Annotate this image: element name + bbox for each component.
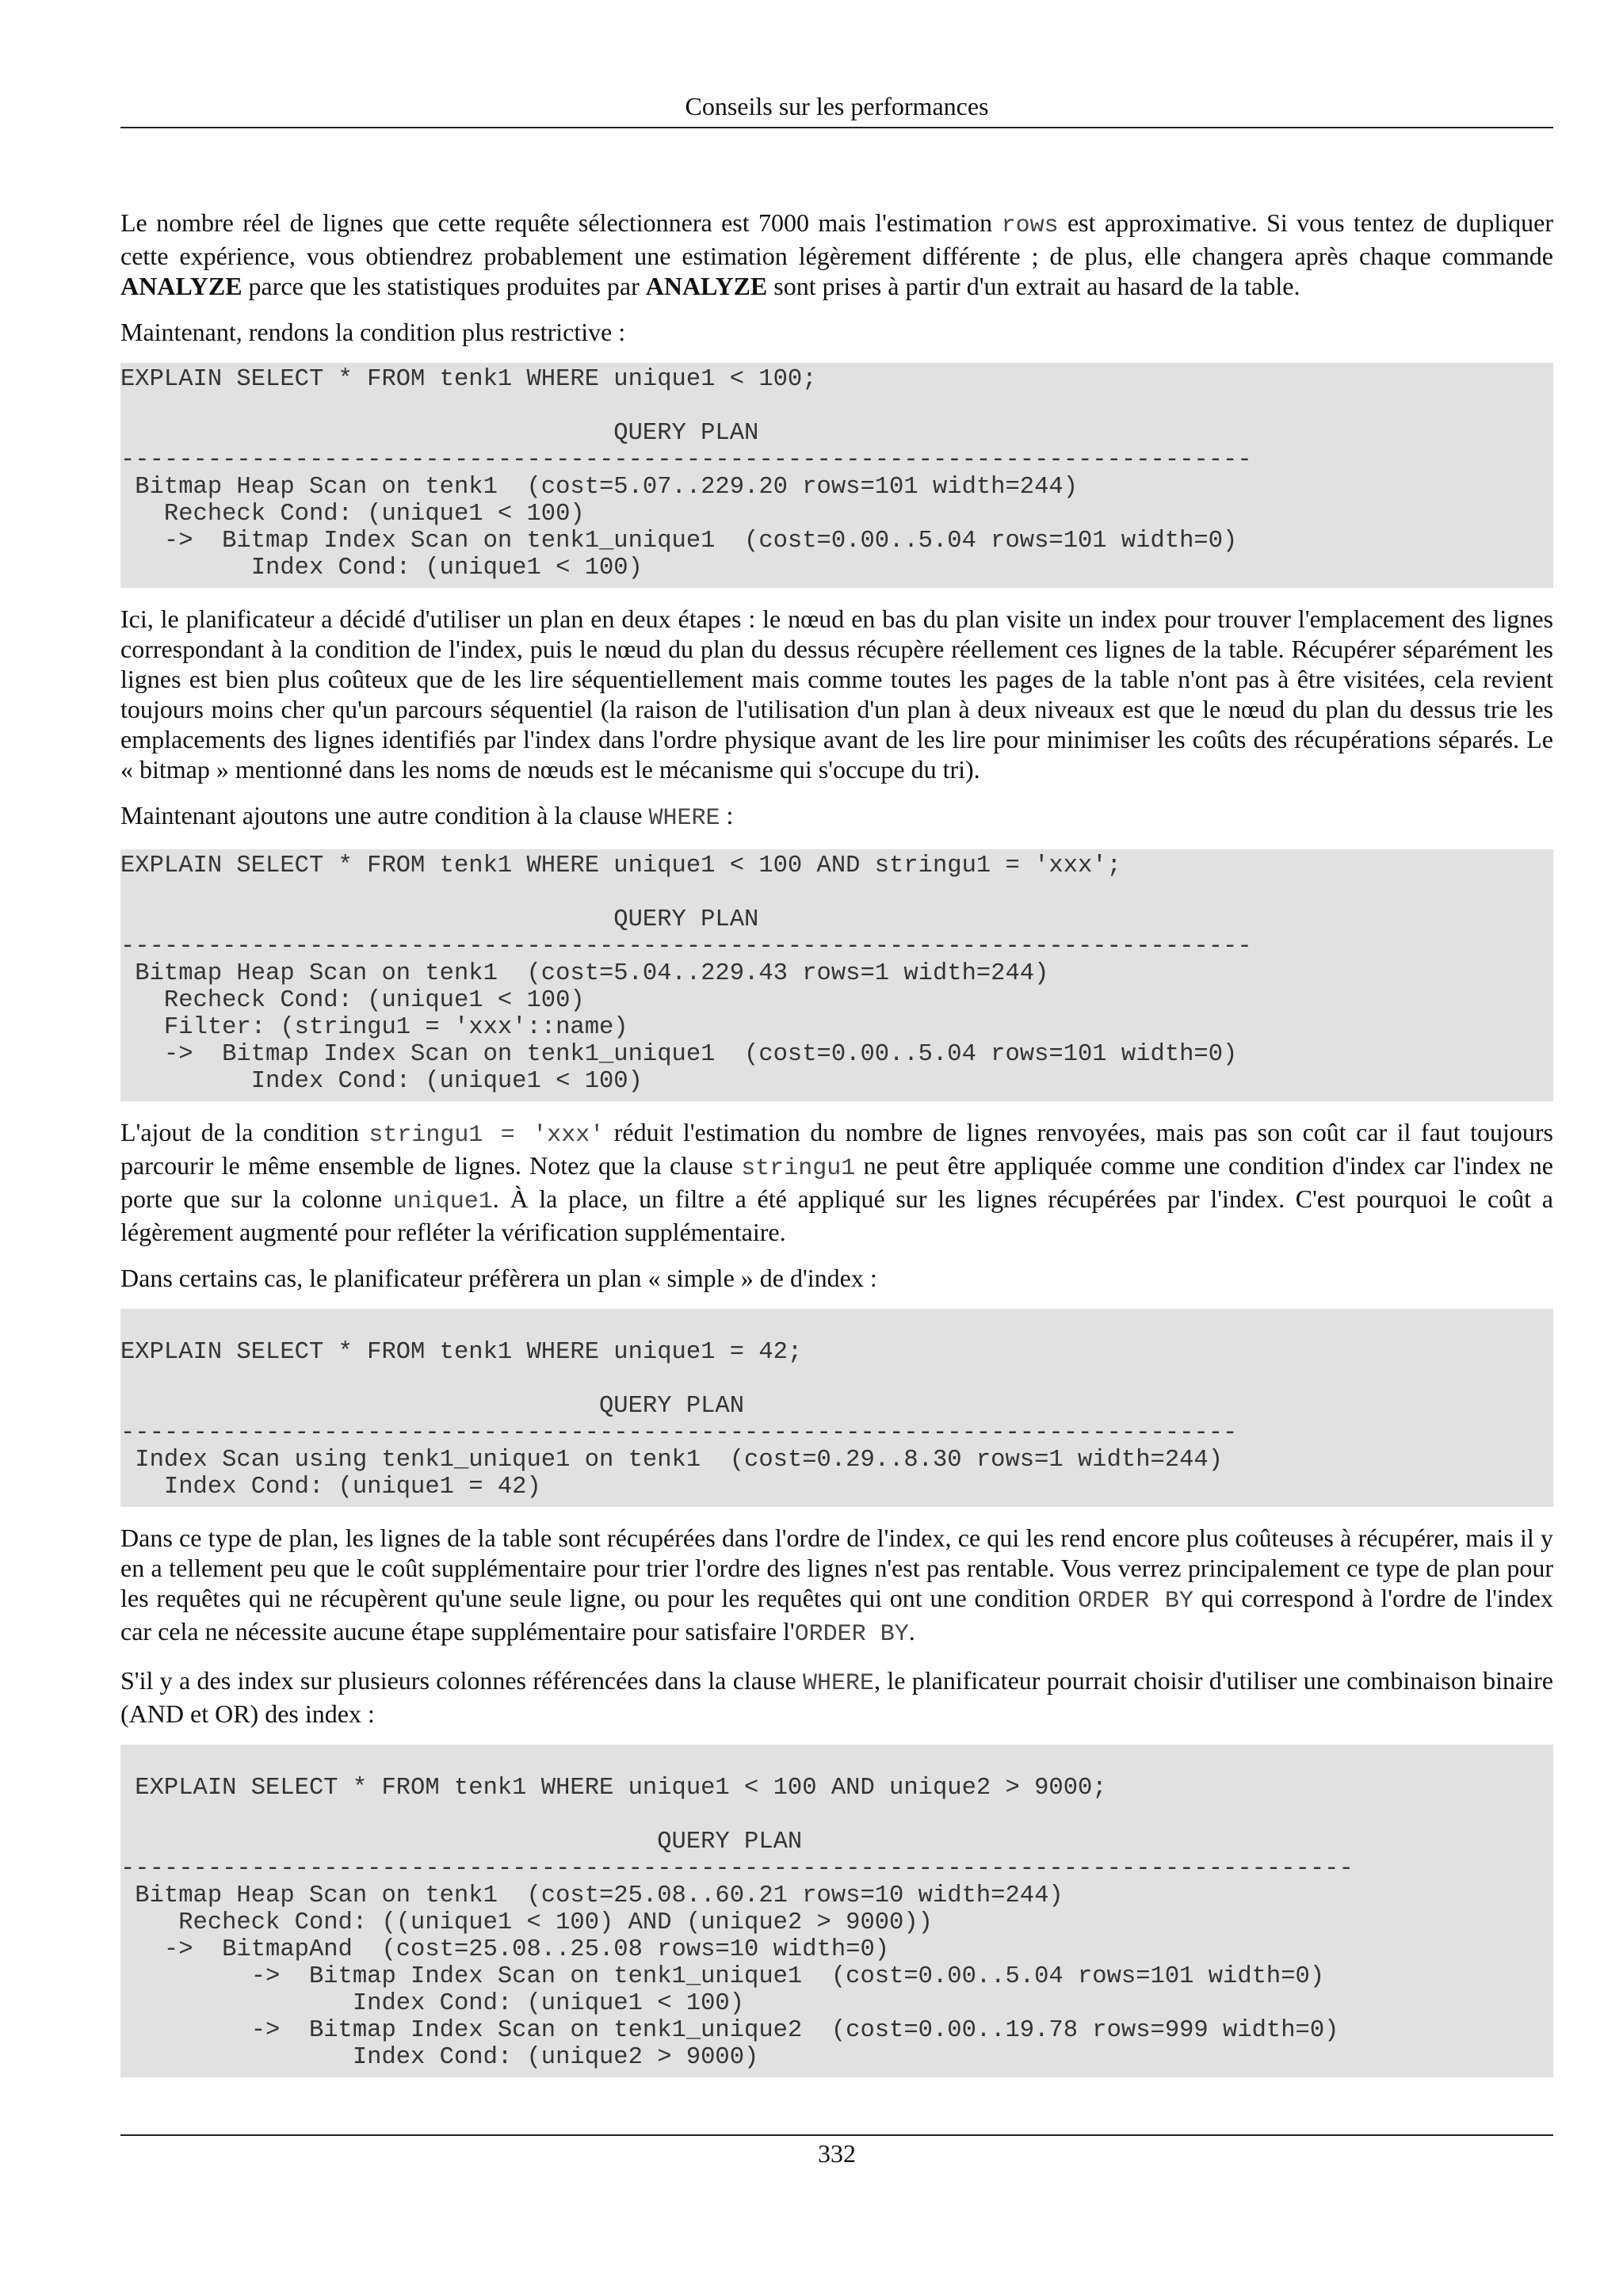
paragraph-index-order: [120, 1523, 1553, 1650]
text-run: Maintenant ajoutons une autre condition à la clause: [120, 801, 649, 830]
code-block-index-scan: EXPLAIN SELECT * FROM tenk1 WHERE unique1 = 42; QUERY PLAN ----------------------------------------------------------------------------- Index Scan using tenk1_unique1 on tenk1 (cost=0.29..8.30 rows=1 width=244) Index Cond: (unique1 = 42): [120, 1309, 1553, 1507]
text-run: est approximative. Si vous tentez de dupliquer cette expérience, vous obtiendrez probablement une estimation légèrement différente ; de plus, elle changera après chaque commande: [120, 208, 1554, 270]
page-content: [120, 208, 1553, 2093]
inline-code: rows: [1001, 212, 1059, 239]
code-block-bitmap-scan: EXPLAIN SELECT * FROM tenk1 WHERE unique1 < 100; QUERY PLAN ------------------------------------------------------------------------------ Bitmap Heap Scan on tenk1 (cost=5.07..229.20 rows=101 width=244) Recheck Cond: (unique1 < 100) -> Bitmap Index Scan on tenk1_unique1 (cost=0.00..5.04 rows=101 width=0) Index Cond: (unique1 < 100): [120, 363, 1553, 588]
footer-rule: [120, 2134, 1553, 2136]
text-run: S'il y a des index sur plusieurs colonnes référencées dans la clause: [120, 1666, 803, 1695]
paragraph-add-condition: [120, 800, 1553, 833]
inline-code: WHERE: [802, 1670, 874, 1697]
text-run: sont prises à partir d'un extrait au hasard de la table.: [767, 272, 1300, 300]
text-run: L'ajout de la condition: [120, 1118, 369, 1146]
inline-code: stringu1 = 'xxx': [369, 1122, 605, 1149]
code-block-bitmap-and: EXPLAIN SELECT * FROM tenk1 WHERE unique1 < 100 AND unique2 > 9000; QUERY PLAN ------------------------------------------------------------------------------------- Bitmap Heap Scan on tenk1 (cost=25.08..60.21 rows=10 width=244) Recheck Cond: ((unique1 < 100) AND (unique2 > 9000)) -> BitmapAnd (cost=25.08..25.08 rows=10 width=0) -> Bitmap Index Scan on tenk1_unique1 (cost=0.00..5.04 rows=101 width=0) Index Cond: (unique1 < 100) -> Bitmap Index Scan on tenk1_unique2 (cost=0.00..19.78 rows=999 width=0) Index Cond: (unique2 > 9000): [120, 1745, 1553, 2077]
inline-code: WHERE: [648, 805, 720, 832]
text-run: .: [908, 1617, 915, 1646]
text-run: :: [720, 801, 734, 830]
paragraph-stringu1: [120, 1117, 1553, 1247]
inline-code: stringu1: [741, 1155, 856, 1182]
text-run: , le planificateur pourrait choisir d'utiliser une combinaison binaire (AND et OR) des index :: [120, 1666, 1554, 1728]
paragraph-two-step-plan: Ici, le planificateur a décidé d'utiliser un plan en deux étapes : le nœud en bas du plan visite un index pour trouver l'emplacement des lignes correspondant à la condition de l'index, puis le nœud du plan du dessus récupère réellement ces lignes de la table. Récupérer séparément les lignes est bien plus coûteux que de les lire séquentiellement mais comme toutes les pages de la table n'ont pas à être visitées, cela revient toujours moins cher qu'un parcours séquentiel (la raison de l'utilisation d'un plan à deux niveaux est que le nœud du plan du dessus trie les emplacements des lignes identifiés par l'index dans l'ordre physique avant de les lire pour minimiser les coûts des récupérations séparés. Le « bitmap » mentionné dans les noms de nœuds est le mécanisme qui s'occupe du tri).: [120, 605, 1553, 784]
paragraph-restrictive: Maintenant, rendons la condition plus restrictive :: [120, 318, 626, 346]
text-run: qui correspond à l'ordre de l'index car cela ne nécessite aucune étape supplémentaire pour satisfaire l': [120, 1584, 1554, 1646]
text-run: ne peut être appliquée comme une condition d'index car l'index ne porte que sur la colonne: [120, 1151, 1554, 1213]
inline-code: ORDER BY: [1078, 1588, 1193, 1615]
document-page: [120, 0, 1553, 2296]
text-run: Dans ce type de plan, les lignes de la table sont récupérées dans l'ordre de l'index, ce qui les rend encore plus coûteuses à récupérer, mais il y en a tellement peu que le coût supplémentaire pour trier l'ordre des lignes n'est pas rentable. Vous verrez principalement ce type de plan pour les requêtes qui ne récupèrent qu'une seule ligne, ou pour les requêtes qui ont une condition: [120, 1524, 1553, 1612]
bold-term: ANALYZE: [645, 272, 768, 300]
inline-code: unique1: [392, 1188, 493, 1215]
text-run: réduit l'estimation du nombre de lignes renvoyées, mais pas son coût car il faut toujours parcourir le même ensemble de lignes. Notez que la clause: [120, 1118, 1554, 1180]
paragraph-simple-index: Dans certains cas, le planificateur préfèrera un plan « simple » de d'index :: [120, 1264, 877, 1292]
inline-code: ORDER BY: [794, 1621, 909, 1648]
paragraph-rows-estimate: [120, 208, 1553, 301]
bold-term: ANALYZE: [120, 272, 242, 300]
header-rule: [120, 127, 1553, 128]
code-block-filter: EXPLAIN SELECT * FROM tenk1 WHERE unique1 < 100 AND stringu1 = 'xxx'; QUERY PLAN ------------------------------------------------------------------------------ Bitmap Heap Scan on tenk1 (cost=5.04..229.43 rows=1 width=244) Recheck Cond: (unique1 < 100) Filter: (stringu1 = 'xxx'::name) -> Bitmap Index Scan on tenk1_unique1 (cost=0.00..5.04 rows=101 width=0) Index Cond: (unique1 < 100): [120, 849, 1553, 1101]
text-run: . À la place, un filtre a été appliqué sur les lignes récupérées par l'index. C'est pourquoi le coût a légèrement augmenté pour refléter la vérification supplémentaire.: [120, 1184, 1554, 1246]
paragraph-multi-column: [120, 1665, 1553, 1729]
text-run: Le nombre réel de lignes que cette requête sélectionnera est 7000 mais l'estimation: [120, 208, 1002, 237]
page-number: 332: [818, 2139, 856, 2168]
text-run: parce que les statistiques produites par: [242, 272, 646, 300]
running-header: Conseils sur les performances: [685, 92, 989, 120]
